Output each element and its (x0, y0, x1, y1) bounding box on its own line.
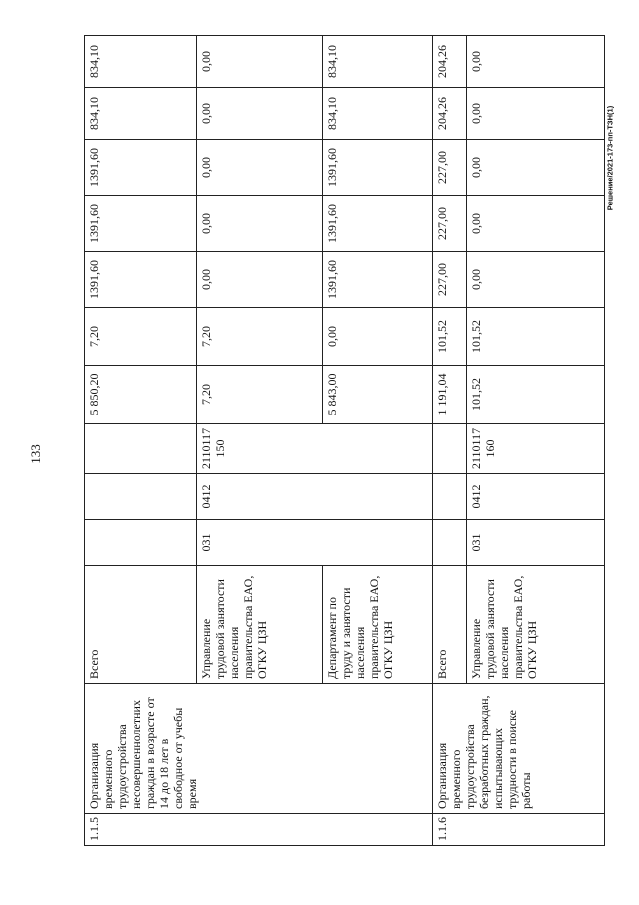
rzpr-cell: 0412 (197, 474, 433, 520)
value-cell: 1391,60 (85, 252, 197, 308)
value-cell: 0,00 (197, 36, 323, 88)
csr-cell (85, 424, 197, 474)
grbs-cell (433, 520, 467, 566)
rotated-table-container (84, 36, 604, 846)
value-cell: 227,00 (433, 196, 467, 252)
grbs-cell: 031 (467, 520, 605, 566)
value-cell: 0,00 (197, 196, 323, 252)
value-cell: 1391,60 (85, 196, 197, 252)
table-row (433, 36, 467, 846)
value-cell: 1391,60 (85, 140, 197, 196)
value-cell: 0,00 (197, 252, 323, 308)
value-cell: 0,00 (467, 196, 605, 252)
value-cell: 0,00 (323, 308, 433, 366)
rzpr-cell: 0412 (467, 474, 605, 520)
row-number-cell: 1.1.5 (85, 814, 433, 846)
organization-cell: Управление трудовой занятости населения правительства ЕАО, ОГКУ ЦЗН (197, 566, 323, 684)
activity-name-cell: Организация временного трудоустройства безработных граждан, испытывающих трудности в поиске работы (433, 684, 605, 814)
value-cell: 227,00 (433, 252, 467, 308)
value-cell: 1391,60 (323, 252, 433, 308)
value-cell: 1391,60 (323, 196, 433, 252)
value-cell: 834,10 (323, 36, 433, 88)
table-row (85, 36, 197, 846)
organization-cell: Управление трудовой занятости населения правительства ЕАО, ОГКУ ЦЗН (467, 566, 605, 684)
value-cell: 5 850,20 (85, 366, 197, 424)
value-cell: 0,00 (467, 36, 605, 88)
page-number: 133 (28, 444, 43, 464)
rzpr-cell (85, 474, 197, 520)
value-cell: 227,00 (433, 140, 467, 196)
value-cell: 834,10 (85, 88, 197, 140)
value-cell: 0,00 (467, 140, 605, 196)
value-cell: 1 191,04 (433, 366, 467, 424)
grbs-cell: 031 (197, 520, 433, 566)
value-cell: 7,20 (85, 308, 197, 366)
rzpr-cell (433, 474, 467, 520)
budget-table (84, 35, 605, 846)
value-cell: 101,52 (467, 308, 605, 366)
value-cell: 204,26 (433, 36, 467, 88)
value-cell: 101,52 (433, 308, 467, 366)
value-cell: 0,00 (467, 252, 605, 308)
value-cell: 1391,60 (323, 140, 433, 196)
csr-cell (433, 424, 467, 474)
grbs-cell (85, 520, 197, 566)
value-cell: 834,10 (85, 36, 197, 88)
organization-cell: Департамент по труду и занятости населения правительства ЕАО, ОГКУ ЦЗН (323, 566, 433, 684)
csr-cell: 2110117 160 (467, 424, 605, 474)
value-cell: 0,00 (467, 88, 605, 140)
activity-name-cell: Организация временного трудоустройства несовершеннолетних граждан в возрасте от 14 до 18 лет в свободное от учебы время (85, 684, 433, 814)
value-cell: 834,10 (323, 88, 433, 140)
total-label-cell: Всего (85, 566, 197, 684)
document-reference-label: Решение/2021-173-пп-ТЗН(1) (605, 105, 615, 211)
value-cell: 204,26 (433, 88, 467, 140)
value-cell: 7,20 (197, 308, 323, 366)
total-label-cell: Всего (433, 566, 467, 684)
value-cell: 101,52 (467, 366, 605, 424)
csr-cell: 2110117 150 (197, 424, 433, 474)
value-cell: 5 843,00 (323, 366, 433, 424)
value-cell: 0,00 (197, 88, 323, 140)
value-cell: 7,20 (197, 366, 323, 424)
value-cell: 0,00 (197, 140, 323, 196)
row-number-cell: 1.1.6 (433, 814, 605, 846)
